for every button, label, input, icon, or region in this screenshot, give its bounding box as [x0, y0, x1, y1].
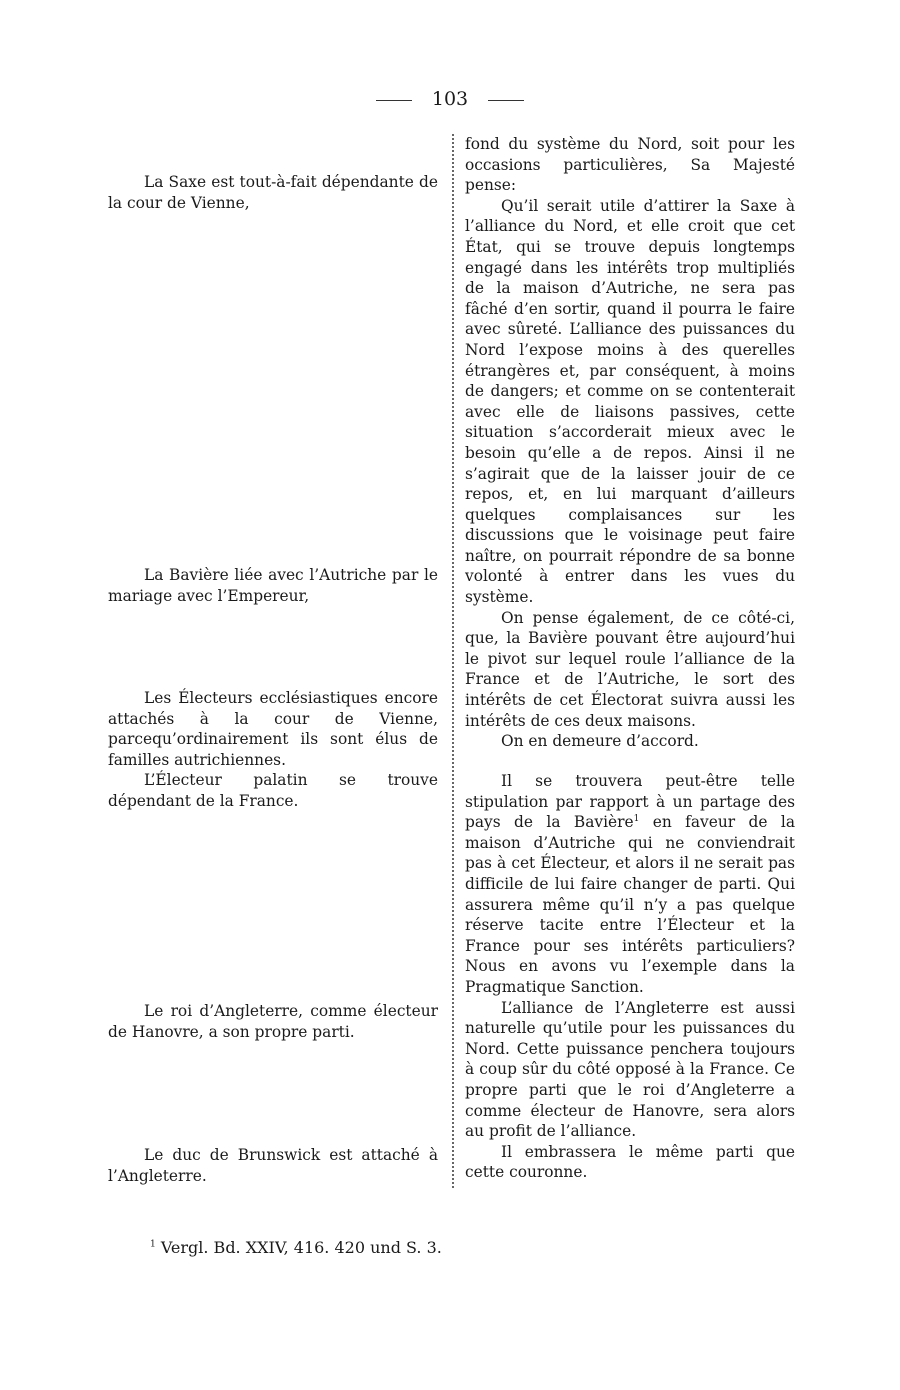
paragraph-3: On pense également, de ce côté-ci, que, la Bavière pouvant être aujourd’hui le pivot sur lequel roule l’alliance de la France et de l’Autriche, le sort des intérêts de cet Électorat suivra aussi les intérêts de ces deux maisons.: [465, 608, 795, 730]
left-note-angleterre: Le roi d’Angleterre, comme électeur de Hanovre, a son propre parti.: [108, 1002, 438, 1041]
paragraph-1: fond du système du Nord, soit pour les occasions particulières, Sa Majesté pense:: [465, 135, 795, 195]
footnote-text: Vergl. Bd. XXIV, 416. 420 und S. 3.: [155, 1238, 442, 1257]
footnote: [150, 1238, 442, 1257]
page-header: [0, 88, 900, 110]
right-main-text-2: [465, 771, 795, 1183]
left-note-saxe: La Saxe est tout-à-fait dépendante de la cour de Vienne,: [108, 173, 438, 212]
paragraph-2: Qu’il serait utile d’attirer la Saxe à l’alliance du Nord, et elle croit que cet État, qui se trouve depuis longtemps engagé dans les intérêts trop multipliés de la maison d’Autriche, ne sera pas fâché d’en sortir, quand il pourra le faire avec sûreté. L’alliance des puissances du Nord l’expose moins à des querelles étrangères et, par conséquent, à moins de dangers; et comme on se contenterait avec elle de liaisons passives, cette situation s’accorderait mieux avec le besoin qu’elle a de repos. Ainsi il ne s’agirait que de la laisser jouir de ce repos, et, en lui marquant d’ailleurs quelques complaisances sur les discussions que le voisinage peut faire naître, on pourrait répondre de sa bonne volonté à entrer dans les vues du système.: [465, 196, 795, 607]
left-note-baviere: La Bavière liée avec l’Autriche par le mariage avec l’Empereur,: [108, 566, 438, 605]
header-dash-right: [488, 100, 524, 101]
left-note-palatin: L’Électeur palatin se trouve dépendant de la France.: [108, 771, 438, 810]
right-main-text-1: [465, 134, 795, 752]
page-number: 103: [431, 88, 469, 110]
paragraph-4: On en demeure d’accord.: [501, 732, 699, 751]
left-note-electeurs: Les Électeurs ecclésiastiques encore attachés à la cour de Vienne, parcequ’ordinairement ils sont élus de familles autrichiennes. L’Électeur palatin se trouve dépendant de la France.: [108, 689, 438, 810]
paragraph-6: L’alliance de l’Angleterre est aussi naturelle qu’utile pour les puissances du Nord. Cette puissance penchera toujours à coup sûr du côté opposé à la France. Ce propre parti que le roi d’Angleterre a comme électeur de Hanovre, sera alors au profit de l’alliance.: [465, 998, 795, 1141]
footnote-marker: 1: [150, 1239, 156, 1250]
left-note-brunswick: Le duc de Brunswick est attaché à l’Angleterre.: [108, 1146, 438, 1185]
paragraph-7: Il embrassera le même parti que cette couronne.: [465, 1142, 795, 1182]
paragraph-5: Il se trouvera peut-être telle stipulation par rapport à un partage des pays de la Bavière$^1$ en faveur de la maison d’Autriche qui ne conviendrait pas à cet Électeur, et alors il ne serait pas difficile de lui faire changer de parti. Qui assurera même qu’il n’y a pas quelque réserve tacite entre l’Électeur et la France pour ses intérêts particuliers? Nous en avons vu l’exemple dans la Pragmatique Sanction.: [465, 772, 795, 996]
footnote-ref: 1: [633, 814, 640, 825]
header-dash-left: [376, 100, 412, 101]
column-divider: [452, 134, 454, 1188]
